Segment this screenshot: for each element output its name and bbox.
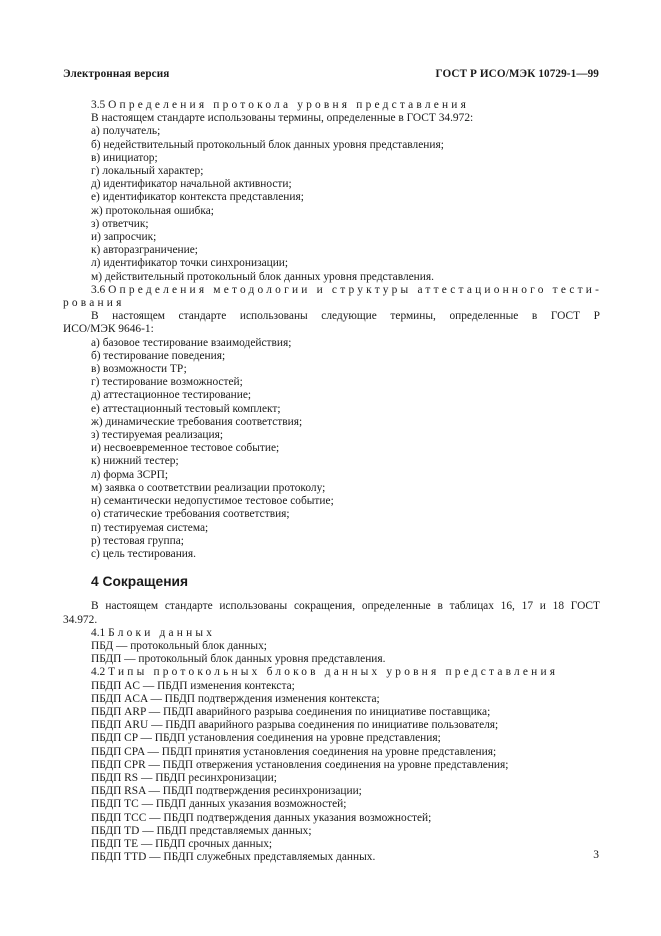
list-item: б) недействительный протокольный блок данных уровня представления; <box>91 138 444 151</box>
list-item: м) заявка о соответствии реализации протоколу; <box>91 481 326 494</box>
list-item: ПБДП ARU — ПБДП аварийного разрыва соединения по инициативе пользователя; <box>91 719 499 732</box>
subsection-4-2-title: 4.2 Типы протокольных блоков данных уровня представления <box>91 666 559 679</box>
header-edition-label: Электронная версия <box>63 68 170 80</box>
list-item: п) тестируемая система; <box>91 521 209 534</box>
list-item: ПБД — протокольный блок данных; <box>91 639 267 652</box>
list-item: д) аттестационное тестирование; <box>91 389 252 402</box>
list-item: к) нижний тестер; <box>91 455 179 468</box>
list-item: р) тестовая группа; <box>91 534 184 547</box>
subsection-3-5-list <box>63 125 600 283</box>
section-4-heading: 4 Сокращения <box>91 574 189 590</box>
list-item: с) цель тестирования. <box>91 547 196 560</box>
subsection-3-6-title: 3.6 Определения методологии и структуры аттестационного тести- <box>91 283 603 296</box>
list-item: м) действительный протокольный блок данных уровня представления. <box>91 270 434 283</box>
list-item: ПБДП TCC — ПБДП подтверждения данных указания возможностей; <box>91 811 432 824</box>
list-item: и) запросчик; <box>91 231 157 244</box>
list-item: ПБДП RS — ПБДП ресинхронизации; <box>91 771 277 784</box>
list-item: ПБДП TD — ПБДП представляемых данных; <box>91 824 312 837</box>
list-item: ж) динамические требования соответствия; <box>91 415 303 428</box>
list-item: з) тестируемая реализация; <box>91 429 223 442</box>
section-4-intro-cont: 34.972. <box>63 613 98 626</box>
list-item: г) тестирование возможностей; <box>91 376 243 389</box>
list-item: е) аттестационный тестовый комплект; <box>91 402 281 415</box>
list-item: ПБДП CP — ПБДП установления соединения на уровне представления; <box>91 732 441 745</box>
page-content <box>63 99 603 864</box>
list-item: ПБДП TTD — ПБДП служебных представляемых данных. <box>91 851 376 864</box>
list-item: ПБДП AC — ПБДП изменения контекста; <box>91 679 295 692</box>
list-item: ПБДП CPR — ПБДП отвержения установления соединения на уровне представления; <box>91 758 509 771</box>
subsection-4-2-list <box>63 680 600 865</box>
section-4-intro: В настоящем стандарте использованы сокращения, определенные в таблицах 16, 17 и 18 ГОСТ <box>91 600 600 613</box>
list-item: л) форма ЗСРП; <box>91 468 168 481</box>
list-item: а) получатель; <box>91 125 161 138</box>
list-item: д) идентификатор начальной активности; <box>91 178 292 191</box>
list-item: е) идентификатор контекста представления; <box>91 191 304 204</box>
subsection-3-6-list <box>63 337 600 561</box>
list-item: б) тестирование поведения; <box>91 349 226 362</box>
list-item: н) семантически недопустимое тестовое событие; <box>91 495 334 508</box>
list-item: к) авторазграничение; <box>91 244 198 257</box>
list-item: ж) протокольная ошибка; <box>91 204 214 217</box>
header-standard-code: ГОСТ Р ИСО/МЭК 10729-1—99 <box>435 68 599 80</box>
list-item: г) локальный характер; <box>91 165 204 178</box>
list-item: ПБДП ARP — ПБДП аварийного разрыва соединения по инициативе поставщика; <box>91 705 491 718</box>
list-item: и) несвоевременное тестовое событие; <box>91 442 280 455</box>
list-item: в) инициатор; <box>91 151 158 164</box>
subsection-3-6-intro-cont: ИСО/МЭК 9646-1: <box>63 323 154 336</box>
list-item: ПБДП RSA — ПБДП подтверждения ресинхронизации; <box>91 785 362 798</box>
subsection-4-1-title: 4.1 Блоки данных <box>91 626 216 639</box>
subsection-4-1-list <box>63 640 600 666</box>
list-item: в) возможности ТР; <box>91 363 187 376</box>
list-item: ПБДП CPA — ПБДП принятия установления соединения на уровне представления; <box>91 745 497 758</box>
subsection-3-6-title-cont: рования <box>63 297 125 310</box>
list-item: ПБДП TC — ПБДП данных указания возможностей; <box>91 798 347 811</box>
list-item: ПБДП TE — ПБДП срочных данных; <box>91 837 273 850</box>
list-item: а) базовое тестирование взаимодействия; <box>91 336 292 349</box>
page-number: 3 <box>593 849 599 861</box>
list-item: л) идентификатор точки синхронизации; <box>91 257 289 270</box>
list-item: о) статические требования соответствия; <box>91 508 290 521</box>
list-item: ПБДП — протокольный блок данных уровня представления. <box>91 653 386 666</box>
subsection-3-5-intro: В настоящем стандарте использованы термины, определенные в ГОСТ 34.972: <box>91 112 474 125</box>
subsection-3-6-intro: В настоящем стандарте использованы следующие термины, определенные в ГОСТ Р <box>91 310 600 323</box>
list-item: ПБДП ACA — ПБДП подтверждения изменения контекста; <box>91 692 380 705</box>
subsection-3-5-title: 3.5 Определения протокола уровня представления <box>91 99 470 111</box>
list-item: з) ответчик; <box>91 217 149 230</box>
